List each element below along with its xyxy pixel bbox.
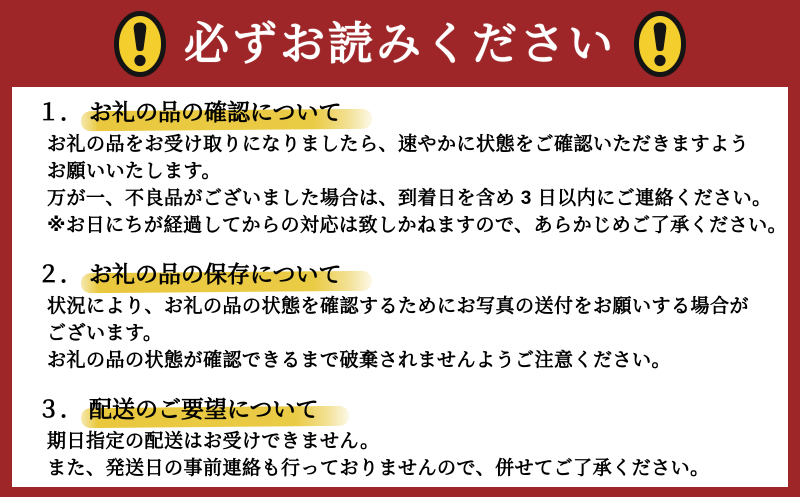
header [0, 0, 800, 87]
body-line: ございます。 [47, 323, 163, 344]
body-line: ※お日にちが経過してからの対応は致しかねますので、あらかじめご了承ください。 [47, 215, 788, 236]
section-receipt-check [37, 97, 788, 239]
section-number: ３． [37, 396, 83, 422]
body-line: 状況により、お礼の品の状態を確認するためにお写真の送付をお願いする場合が [47, 296, 750, 317]
section-number: １． [37, 99, 83, 125]
section-heading [37, 97, 770, 127]
body-line: また、発送日の事前連絡も行っておりませんので、併せてご了承ください。 [47, 458, 710, 479]
section-storage [37, 259, 770, 374]
section-delivery-requests [37, 394, 770, 482]
section-number: ２． [37, 261, 83, 287]
page-title: 必ずお読みください [183, 18, 616, 69]
body-line: 期日指定の配送はお受けできません。 [47, 431, 380, 452]
exclamation-warning-icon [114, 11, 166, 77]
section-heading [37, 394, 770, 424]
section-heading-highlighted-text: 配送のご要望について [89, 396, 319, 422]
section-heading-highlighted-text: お礼の品の保存について [89, 261, 342, 287]
body-line: お礼の品の状態が確認できるまで破棄されませんようご注意ください。 [47, 350, 672, 371]
section-heading-highlighted-text: お礼の品の確認について [89, 99, 342, 125]
body-line: お願いいたします。 [47, 161, 221, 182]
notice-panel [12, 87, 788, 487]
body-line: 万が一、不良品がございました場合は、到着日を含め 3 日以内にご連絡ください。 [47, 188, 772, 209]
body-line: お礼の品をお受け取りになりましたら、速やかに状態をご確認いただきますよう [47, 134, 750, 155]
exclamation-warning-icon [634, 11, 686, 77]
section-heading [37, 259, 770, 289]
